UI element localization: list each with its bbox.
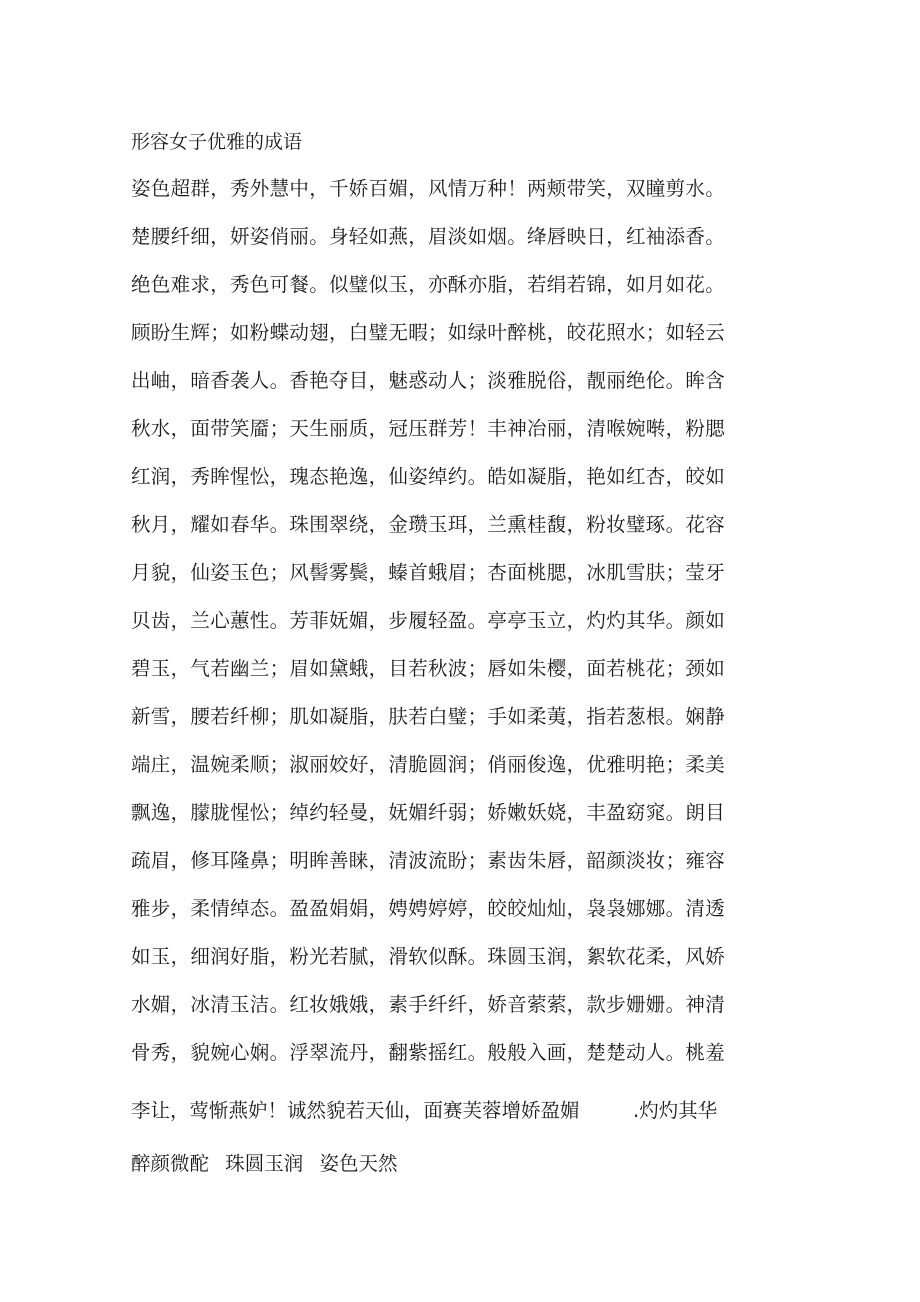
footer-idiom: 姿色天然: [319, 1152, 398, 1175]
text-line: 贝齿，兰心蕙性。芳菲妩媚，步履轻盈。亭亭玉立，灼灼其华。颜如: [131, 609, 726, 632]
text-line: 顾盼生辉；如粉蝶动翅，白璧无暇；如绿叶醉桃，皎花照水；如轻云: [131, 321, 726, 344]
footer-idioms: [131, 1148, 407, 1180]
text-line: 骨秀，貌婉心娴。浮翠流丹，翻紫摇红。般般入画，楚楚动人。桃羞: [131, 1041, 726, 1064]
text-line: 疏眉，修耳隆鼻；明眸善睐，清波流盼；素齿朱唇，韶颜淡妆；雍容: [131, 849, 726, 872]
text-line-last: [131, 1093, 731, 1129]
text-line: 飘逸，朦胧惺忪；绰约轻曼，妩媚纤弱；娇嫩妖娆，丰盈窈窕。朗目: [131, 801, 726, 824]
text-line: 水媚，冰清玉洁。红妆娥娥，素手纤纤，娇音萦萦，款步姗姗。神清: [131, 993, 726, 1016]
text-line: 月貌，仙姿玉色；风髻雾鬓，螓首蛾眉；杏面桃腮，冰肌雪肤；莹牙: [131, 561, 726, 584]
text-line: 楚腰纤细，妍姿俏丽。身轻如燕，眉淡如烟。绛唇映日，红袖添香。: [131, 225, 726, 248]
text-line: 红润，秀眸惺忪，瑰态艳逸，仙姿绰约。皓如凝脂，艳如红杏，皎如: [131, 465, 726, 488]
last-line-tail: .灼灼其华: [633, 1099, 718, 1122]
text-line: 碧玉，气若幽兰；眉如黛蛾，目若秋波；唇如朱樱，面若桃花；颈如: [131, 657, 726, 680]
body-text: [131, 171, 731, 1083]
footer-idiom: 醉颜微酡: [131, 1152, 210, 1175]
text-line: 如玉，细润好脂，粉光若腻，滑软似酥。珠圆玉润，絮软花柔，风娇: [131, 945, 726, 968]
text-line: 新雪，腰若纤柳；肌如凝脂，肤若白璧；手如柔荑，指若葱根。娴静: [131, 705, 726, 728]
text-line: 雅步，柔情绰态。盈盈娟娟，娉娉婷婷，皎皎灿灿，袅袅娜娜。清透: [131, 897, 726, 920]
footer-idiom: 珠圆玉润: [225, 1152, 304, 1175]
text-line: 绝色难求，秀色可餐。似璧似玉，亦酥亦脂，若绢若锦，如月如花。: [131, 273, 726, 296]
text-line: 秋水，面带笑靥；天生丽质，冠压群芳！丰神冶丽，清喉婉啭，粉腮: [131, 417, 726, 440]
text-line: 秋月，耀如春华。珠围翠绕，金瓒玉珥，兰熏桂馥，粉妆璧琢。花容: [131, 513, 726, 536]
text-line: 出岫，暗香袭人。香艳夺目，魅惑动人；淡雅脱俗，靓丽绝伦。眸含: [131, 369, 726, 392]
text-line: 姿色超群，秀外慧中，千娇百媚，风情万种！两颊带笑，双瞳剪水。: [131, 177, 726, 200]
last-line-main: 李让，莺惭燕妒！诚然貌若天仙，面赛芙蓉增娇盈媚: [131, 1099, 580, 1122]
text-line: 端庄，温婉柔顺；淑丽姣好，清脆圆润；俏丽俊逸，优雅明艳；柔美: [131, 753, 726, 776]
document-title: 形容女子优雅的成语: [131, 131, 303, 153]
